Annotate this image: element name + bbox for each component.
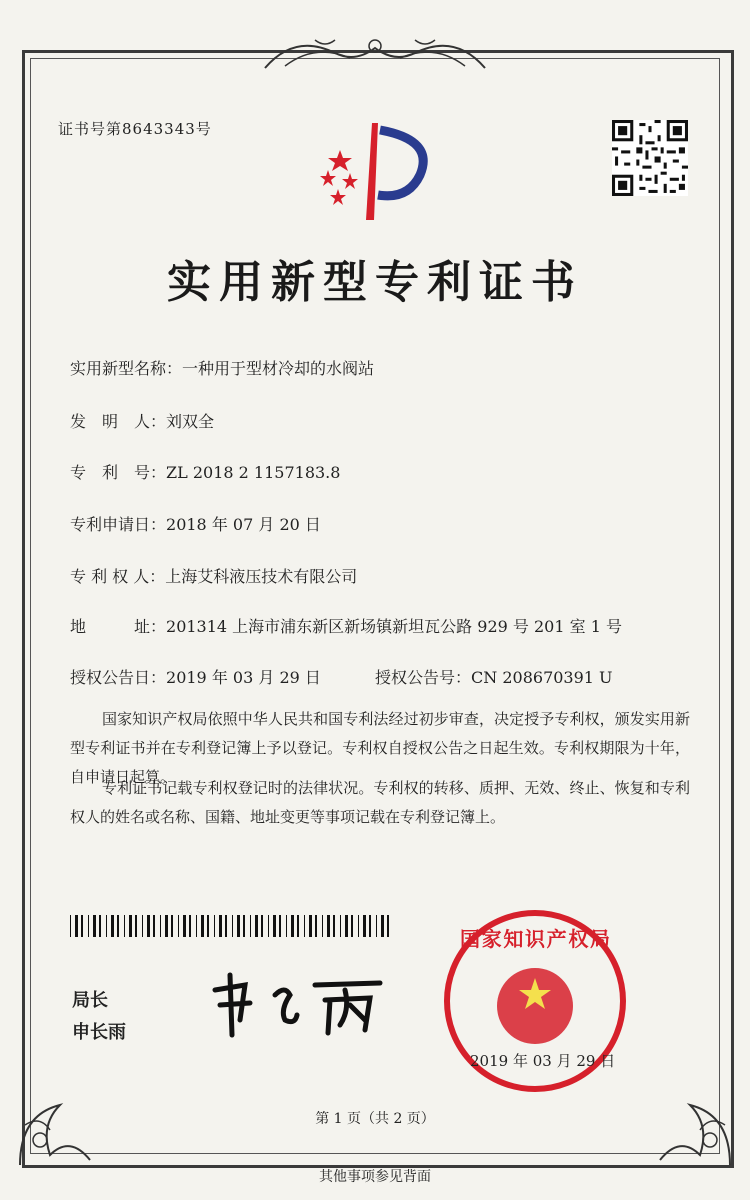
field-patentee (70, 564, 357, 587)
field-value: ZL 2018 2 1157183.8 (166, 463, 341, 482)
field-value: 刘双全 (166, 412, 215, 431)
certificate-number: 证书号第8643343号 (58, 120, 212, 138)
field-value: CN 208670391 U (471, 668, 613, 687)
field-label: 专 利 权 人： (70, 567, 166, 586)
field-value: 上海艾科液压技术有限公司 (165, 567, 358, 586)
director-title: 局长 (72, 990, 108, 1011)
field-grant-date (70, 665, 321, 688)
director-signature (200, 955, 390, 1045)
field-label: 发 明 人： (70, 412, 167, 431)
paragraph-grant-statement: 国家知识产权局依照中华人民共和国专利法经过初步审查，决定授予专利权，颁发实用新型专利证书并在专利登记簿上予以登记。专利权自授权公告之日起生效。专利权期限为十年，自申请日起算。 (70, 710, 690, 786)
field-patent-number (70, 460, 340, 483)
field-label: 地 址： (70, 617, 167, 636)
seal-text: 国家知识产权局 (460, 927, 610, 951)
barcode (70, 915, 390, 937)
field-grant-number (375, 665, 613, 688)
top-ornament (255, 28, 495, 78)
field-value: 一种用于型材冷却的水阀站 (182, 359, 375, 378)
field-label: 授权公告号： (375, 668, 472, 687)
page-number: 第 1 页（共 2 页） (315, 1111, 435, 1127)
field-value: 2018 年 07 月 20 日 (166, 515, 321, 534)
seal-date: 2019 年 03 月 29 日 (470, 1052, 616, 1070)
field-filing-date (70, 512, 321, 535)
paragraph-legal-status: 专利证书记载专利权登记时的法律状况。专利权的转移、质押、无效、终止、恢复和专利权人的姓名或名称、国籍、地址变更等事项记载在专利登记簿上。 (70, 779, 690, 826)
bottom-left-ornament (10, 1085, 100, 1175)
qr-code (612, 120, 688, 196)
field-label: 专利申请日： (70, 515, 167, 534)
field-value: 201314 上海市浦东新区新场镇新坦瓦公路 929 号 201 室 1 号 (166, 617, 622, 636)
field-label: 授权公告日： (70, 668, 167, 687)
bottom-right-ornament (650, 1085, 740, 1175)
director-name: 申长雨 (72, 1022, 126, 1043)
field-inventor (70, 409, 214, 432)
cnipa-logo (300, 115, 450, 225)
field-value: 2019 年 03 月 29 日 (166, 668, 321, 687)
field-address (70, 614, 622, 637)
field-utility-model-name (70, 356, 374, 379)
field-label: 实用新型名称： (70, 359, 183, 378)
certificate-title: 实用新型专利证书 (167, 257, 583, 308)
field-label: 专 利 号： (70, 463, 167, 482)
footer-note: 其他事项参见背面 (319, 1169, 431, 1185)
